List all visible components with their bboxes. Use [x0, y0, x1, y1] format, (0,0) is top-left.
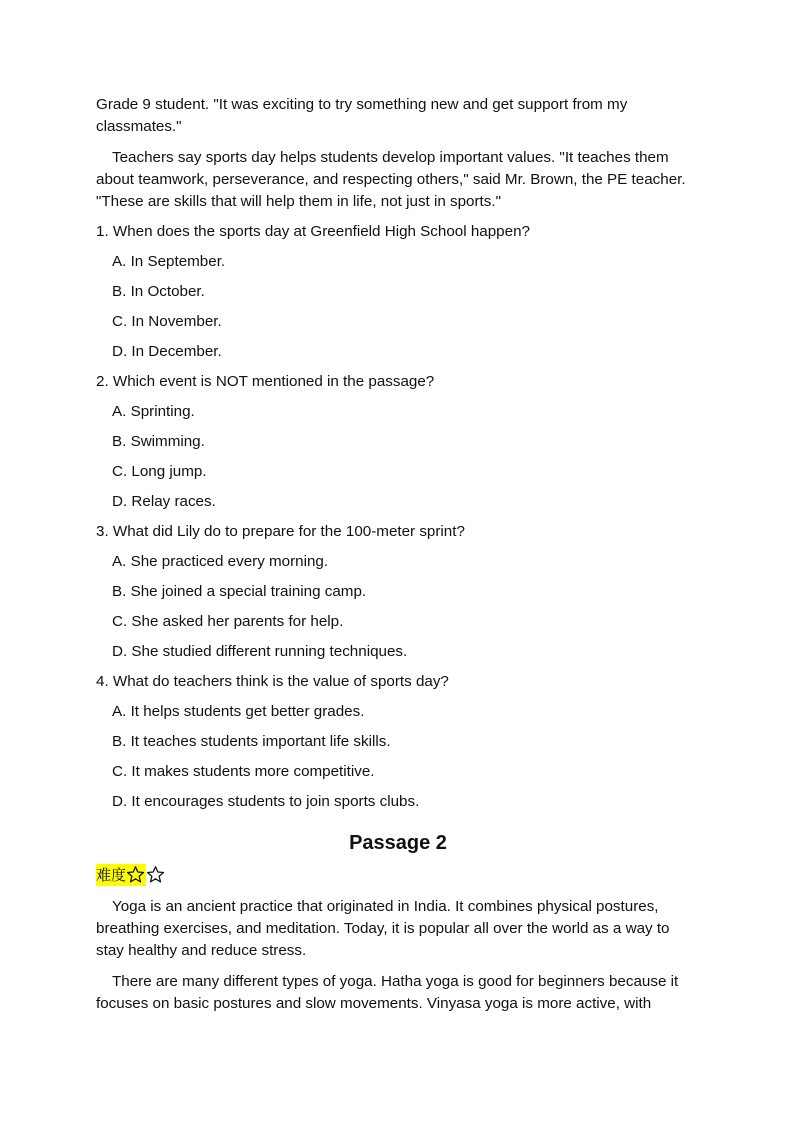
question-4-text: 4. What do teachers think is the value of sports day?	[96, 673, 449, 691]
question-1-option-b: B. In October.	[112, 283, 205, 301]
question-3	[96, 521, 700, 663]
difficulty-rating	[96, 862, 700, 888]
passage2-paragraph-1: Yoga is an ancient practice that originated in India. It combines physical postures, breathing exercises, and meditation. Today, it is popular all over the world as a way to stay healthy and reduce stress.	[96, 897, 670, 960]
question-3-option-a: A. She practiced every morning.	[112, 553, 329, 571]
question-1-option-a: A. In September.	[112, 253, 226, 271]
question-4-option-d: D. It encourages students to join sports clubs.	[112, 793, 420, 811]
star-outline-icon	[126, 865, 145, 884]
question-3-option-d: D. She studied different running techniques.	[112, 643, 408, 661]
star-outline-icon	[146, 865, 165, 884]
question-3-option-b: B. She joined a special training camp.	[112, 583, 367, 601]
question-1-text: 1. When does the sports day at Greenfield High School happen?	[96, 223, 530, 241]
question-2-option-a: A. Sprinting.	[112, 403, 195, 421]
question-4	[96, 671, 700, 813]
question-4-option-b: B. It teaches students important life skills.	[112, 733, 391, 751]
question-4-option-c: C. It makes students more competitive.	[112, 763, 375, 781]
question-2-option-b: B. Swimming.	[112, 433, 205, 451]
difficulty-highlight	[96, 864, 146, 886]
question-1-option-c: C. In November.	[112, 313, 222, 331]
passage1-paragraph-2: Teachers say sports day helps students develop important values. "It teaches them about teamwork, perseverance, and respecting others," said Mr. Brown, the PE teacher. "These are skills that will help them in life, not just in sports."	[96, 148, 686, 211]
passage1-paragraph-1: Grade 9 student. "It was exciting to try something new and get support from my classmates."	[96, 96, 628, 136]
question-3-text: 3. What did Lily do to prepare for the 100-meter sprint?	[96, 523, 465, 541]
question-1	[96, 221, 700, 363]
difficulty-label: 难度	[96, 866, 127, 885]
question-3-option-c: C. She asked her parents for help.	[112, 613, 344, 631]
question-2	[96, 371, 700, 513]
question-4-option-a: A. It helps students get better grades.	[112, 703, 365, 721]
question-2-text: 2. Which event is NOT mentioned in the passage?	[96, 373, 435, 391]
passage-2-title: Passage 2	[349, 831, 447, 854]
question-1-option-d: D. In December.	[112, 343, 222, 361]
question-2-option-c: C. Long jump.	[112, 463, 207, 481]
page-content	[96, 94, 700, 1023]
passage2-paragraph-2: There are many different types of yoga. Hatha yoga is good for beginners because it focuses on basic postures and slow movements. Vinyasa yoga is more active, with	[96, 972, 679, 1013]
question-2-option-d: D. Relay races.	[112, 493, 216, 511]
